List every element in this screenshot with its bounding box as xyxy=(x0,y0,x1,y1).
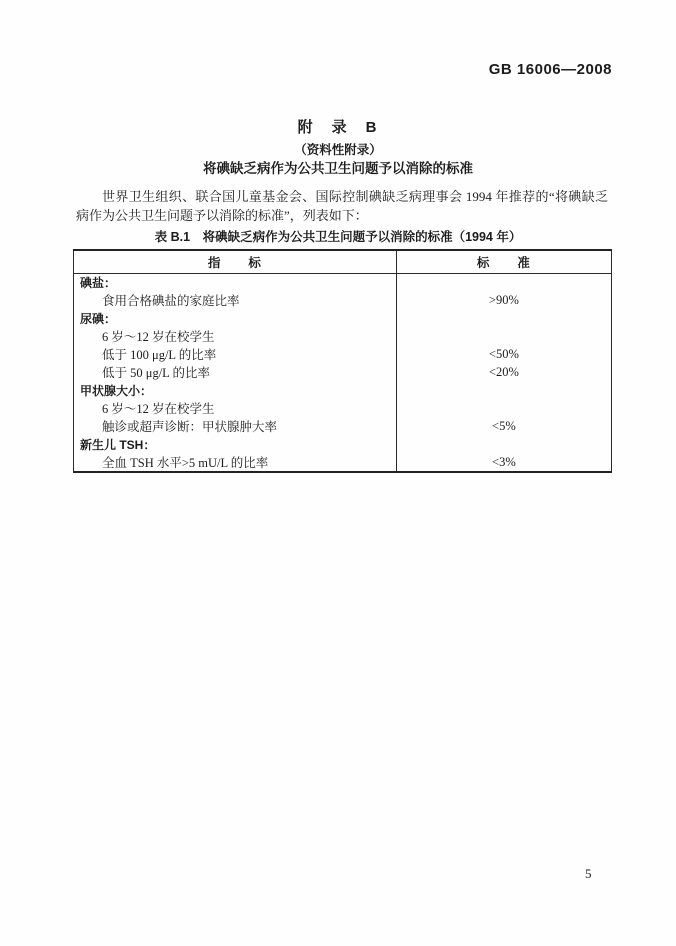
table-row xyxy=(74,381,612,399)
standard-number: GB 16006—2008 xyxy=(488,61,612,78)
appendix-title: 附 录 B xyxy=(297,119,379,136)
indicator-cell: 低于 100 μg/L 的比率 xyxy=(74,345,397,363)
standard-cell: <3% xyxy=(492,454,516,469)
standard-cell xyxy=(396,399,611,417)
table-row xyxy=(74,327,612,345)
indicator-cell: 触诊或超声诊断：甲状腺肿大率 xyxy=(74,417,397,435)
standard-cell xyxy=(396,381,611,399)
table-row xyxy=(74,399,612,417)
table-row xyxy=(74,273,612,291)
table-row xyxy=(74,417,612,435)
standard-cell xyxy=(396,273,611,291)
indicator-column-header: 指 标 xyxy=(74,250,397,273)
indicator-cell: 全血 TSH 水平>5 mU/L 的比率 xyxy=(74,453,397,472)
indicator-cell: 新生儿 TSH： xyxy=(74,435,397,453)
standard-cell xyxy=(396,309,611,327)
standard-cell: >90% xyxy=(488,292,519,307)
criteria-table xyxy=(73,249,612,473)
table-caption: 表 B.1 将碘缺乏病作为公共卫生问题予以消除的标准（1994 年） xyxy=(154,230,522,244)
appendix-heading: 将碘缺乏病作为公共卫生问题予以消除的标准 xyxy=(203,161,473,176)
intro-paragraph: 世界卫生组织、联合国儿童基金会、国际控制碘缺乏病理事会 1994 年推荐的“将碘缺乏病作为公共卫生问题予以消除的标准”，列表如下： xyxy=(76,189,608,223)
indicator-cell: 甲状腺大小： xyxy=(74,381,397,399)
indicator-cell: 6 岁～12 岁在校学生 xyxy=(74,399,397,417)
indicator-cell: 低于 50 μg/L 的比率 xyxy=(74,363,397,381)
table-row xyxy=(74,435,612,453)
table-row xyxy=(74,291,612,309)
table-row xyxy=(74,345,612,363)
indicator-cell: 食用合格碘盐的家庭比率 xyxy=(74,291,397,309)
table-row xyxy=(74,309,612,327)
table-row xyxy=(74,453,612,472)
indicator-cell: 碘盐： xyxy=(74,273,397,291)
standard-cell: <50% xyxy=(488,346,519,361)
table-row xyxy=(74,363,612,381)
standard-cell xyxy=(396,435,611,453)
appendix-subtitle: （资料性附录） xyxy=(294,143,382,157)
standard-cell: <5% xyxy=(492,418,516,433)
standard-cell xyxy=(396,327,611,345)
indicator-cell: 6 岁～12 岁在校学生 xyxy=(74,327,397,345)
page-number: 5 xyxy=(585,866,592,881)
indicator-cell: 尿碘： xyxy=(74,309,397,327)
standard-cell: <20% xyxy=(488,364,519,379)
table-header-row xyxy=(74,250,612,273)
standard-column-header: 标 准 xyxy=(396,250,611,273)
